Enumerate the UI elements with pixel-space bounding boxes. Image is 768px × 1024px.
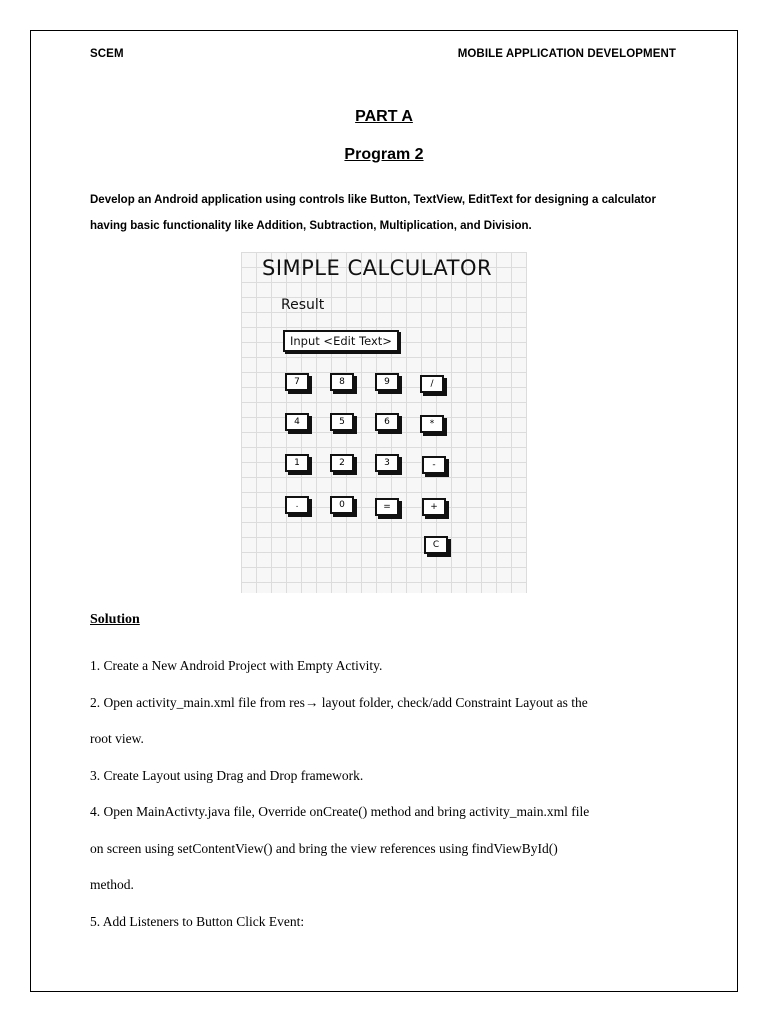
problem-line-1: Develop an Android application using controls like Button, TextView, EditText for designing a calculator <box>90 194 656 206</box>
solution-line: 2. Open activity_main.xml file from res→ layout folder, check/add Constraint Layout as the <box>90 694 588 710</box>
wireframe-key: * <box>420 415 444 433</box>
solution-line: 4. Open MainActivty.java file, Override onCreate() method and bring activity_main.xml file <box>90 804 590 819</box>
wireframe-key: = <box>375 498 399 516</box>
wireframe-key: C <box>424 536 448 554</box>
wireframe-key: 9 <box>375 373 399 391</box>
wireframe-key: 8 <box>330 373 354 391</box>
wireframe-key: 4 <box>285 413 309 431</box>
wireframe-key: 0 <box>330 496 354 514</box>
wireframe-input-field: Input <Edit Text> <box>283 330 399 352</box>
part-title: PART A <box>355 108 413 125</box>
wireframe-key: 5 <box>330 413 354 431</box>
solution-line: 3. Create Layout using Drag and Drop framework. <box>90 767 364 783</box>
wireframe-key: + <box>422 498 446 516</box>
wireframe-key: / <box>420 375 444 393</box>
solution-line: method. <box>90 877 134 892</box>
wireframe-key: 3 <box>375 454 399 472</box>
solution-line: on screen using setContentView() and bring the view references using findViewById() <box>90 840 558 856</box>
wireframe-key: 6 <box>375 413 399 431</box>
problem-statement <box>90 187 690 239</box>
header-institution: SCEM <box>90 48 124 60</box>
problem-line-2: having basic functionality like Addition, Subtraction, Multiplication, and Division. <box>90 220 532 232</box>
wireframe-key: 7 <box>285 373 309 391</box>
wireframe-title: SIMPLE CALCULATOR <box>262 256 493 280</box>
header-course: MOBILE APPLICATION DEVELOPMENT <box>457 48 676 60</box>
solution-heading: Solution <box>90 612 140 627</box>
calculator-wireframe <box>241 252 527 593</box>
wireframe-key: 1 <box>285 454 309 472</box>
wireframe-result-label: Result <box>281 297 325 313</box>
wireframe-key: . <box>285 496 309 514</box>
wireframe-key: - <box>422 456 446 474</box>
solution-line: 1. Create a New Android Project with Empty Activity. <box>90 658 383 673</box>
program-title: Program 2 <box>344 146 424 163</box>
solution-line: root view. <box>90 731 144 746</box>
solution-steps <box>90 648 680 940</box>
wireframe-key: 2 <box>330 454 354 472</box>
solution-line: 5. Add Listeners to Button Click Event: <box>90 913 305 929</box>
